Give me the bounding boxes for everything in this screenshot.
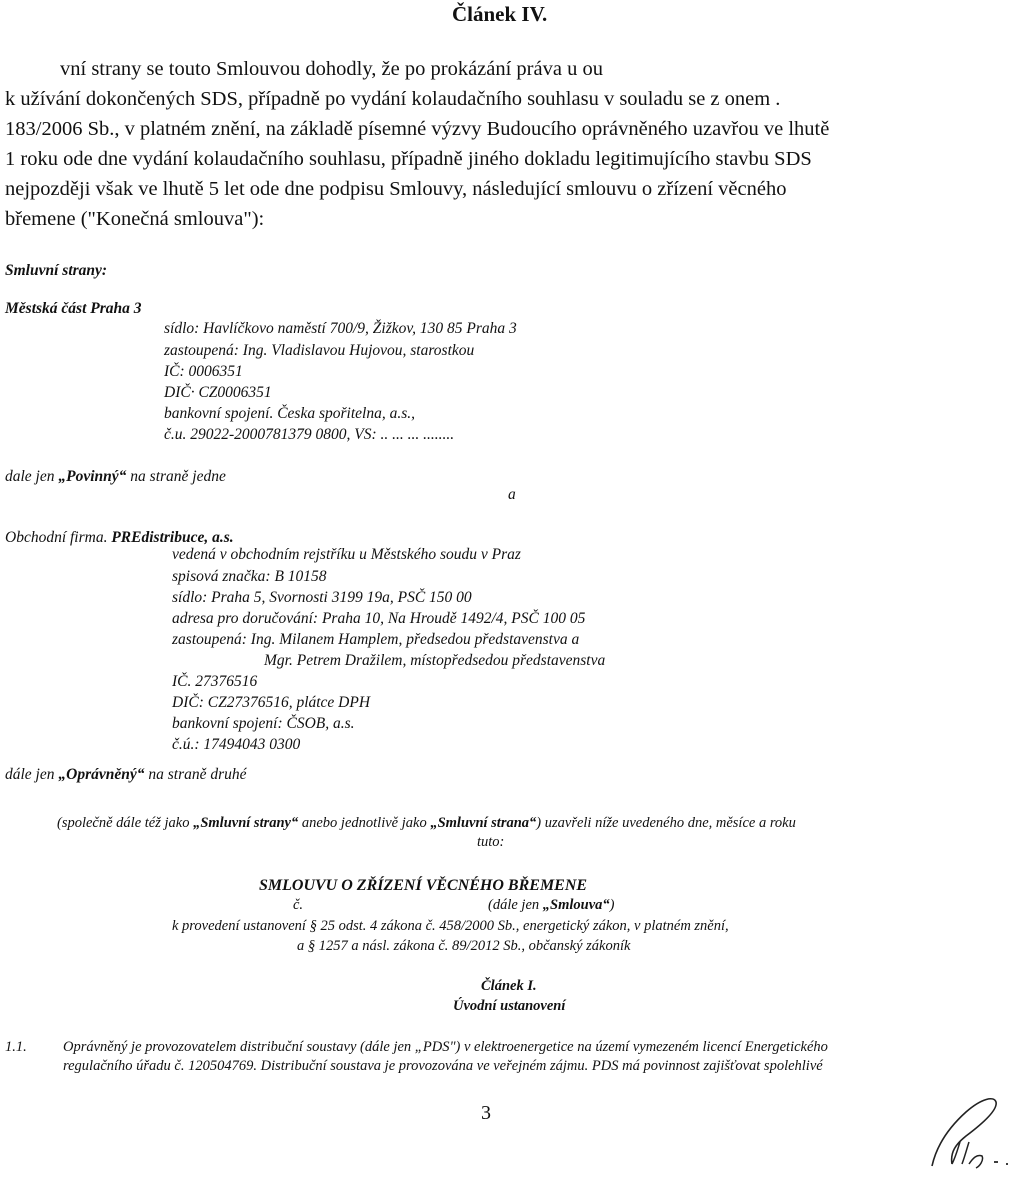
party1-role: dale jen „Povinný“ na straně jedne	[5, 468, 226, 485]
clause-number: 1.1.	[5, 1039, 27, 1055]
joint-designation: (společně dále též jako „Smluvní strany“ anebo jednotlivě jako „Smluvní strana“) uzavřeli níže uvedeného dne, měsíce a roku	[57, 815, 796, 831]
page-number: 3	[481, 1102, 491, 1124]
article-iv-line-6: břemene ("Konečná smlouva"):	[5, 208, 265, 230]
party2-detail: adresa pro doručování: Praha 10, Na Hroudě 1492/4, PSČ 100 05	[172, 610, 586, 627]
article-i-heading: Článek I.	[481, 978, 537, 994]
parties-heading: Smluvní strany:	[5, 262, 108, 279]
handwritten-signature	[922, 1090, 1022, 1178]
party1-detail: č.u. 29022-2000781379 0800, VS: .. ... ... ........	[164, 426, 455, 443]
contract-number-label: č.	[293, 897, 304, 913]
party2-detail: vedená v obchodním rejstříku u Městského soudu v Praz	[172, 546, 521, 563]
party1-detail: DIČ· CZ0006351	[164, 384, 272, 401]
joint-designation-tuto: tuto:	[477, 834, 505, 850]
parties-connector: a	[508, 486, 516, 503]
party2-detail: IČ. 27376516	[172, 673, 258, 690]
party1-detail: IČ: 0006351	[164, 363, 243, 380]
contract-title: SMLOUVU O ZŘÍZENÍ VĚCNÉHO BŘEMENE	[259, 877, 588, 894]
party2-detail: sídlo: Praha 5, Svornosti 3199 19a, PSČ 150 00	[172, 589, 472, 606]
party1-detail: sídlo: Havlíčkovo naměstí 700/9, Žižkov, 130 85 Praha 3	[164, 320, 517, 337]
article-iv-line-5: nejpozději však ve lhutě 5 let ode dne podpisu Smlouvy, následující smlouvu o zřízení věcného	[5, 178, 787, 200]
contract-basis-line-2: a § 1257 a násl. zákona č. 89/2012 Sb., občanský zákoník	[297, 938, 631, 954]
clause-line-1: Oprávněný je provozovatelem distribuční soustavy (dále jen „PDS") v elektroenergetice na území vymezeném licencí Energetického	[63, 1039, 828, 1055]
article-i-subheading: Úvodní ustanovení	[453, 998, 566, 1014]
article-iv-line-3: 183/2006 Sb., v platném znění, na základě písemné výzvy Budoucího oprávněného uzavřou ve lhutě	[5, 118, 830, 140]
party1-detail: zastoupená: Ing. Vladislavou Hujovou, starostkou	[164, 342, 475, 359]
party2-detail: Mgr. Petrem Dražilem, místopředsedou představenstva	[264, 652, 606, 669]
party1-detail: bankovní spojení. Česka spořitelna, a.s.,	[164, 405, 415, 422]
contract-basis-line-1: k provedení ustanovení § 25 odst. 4 zákona č. 458/2000 Sb., energetický zákon, v platném znění,	[172, 918, 729, 934]
contract-number-note: (dále jen „Smlouva“)	[488, 897, 615, 913]
party2-name: Obchodní firma. PREdistribuce, a.s.	[5, 529, 234, 546]
party2-detail: spisová značka: B 10158	[172, 568, 327, 585]
party2-role: dále jen „Oprávněný“ na straně druhé	[5, 766, 247, 783]
party2-detail: zastoupená: Ing. Milanem Hamplem, předsedou představenstva a	[172, 631, 580, 648]
party2-detail: DIČ: CZ27376516, plátce DPH	[172, 694, 371, 711]
article-iv-line-1: vní strany se touto Smlouvou dohodly, že po prokázání práva u ou	[60, 58, 603, 80]
party2-detail: bankovní spojení: ČSOB, a.s.	[172, 715, 355, 732]
article-iv-line-2: k užívání dokončených SDS, případně po vydání kolaudačního souhlasu v souladu se z onem .	[5, 88, 781, 110]
clause-line-2: regulačního úřadu č. 120504769. Distribuční soustava je provozována ve veřejném zájmu. PDS má povinnost zajišťovat spolehlivé	[63, 1058, 823, 1074]
article-iv-heading: Článek IV.	[452, 2, 548, 26]
party2-detail: č.ú.: 17494043 0300	[172, 736, 301, 753]
article-iv-line-4: 1 roku ode dne vydání kolaudačního souhlasu, případně jiného dokladu legitimujícího stavbu SDS	[5, 148, 812, 170]
party1-name: Městská část Praha 3	[5, 300, 142, 317]
